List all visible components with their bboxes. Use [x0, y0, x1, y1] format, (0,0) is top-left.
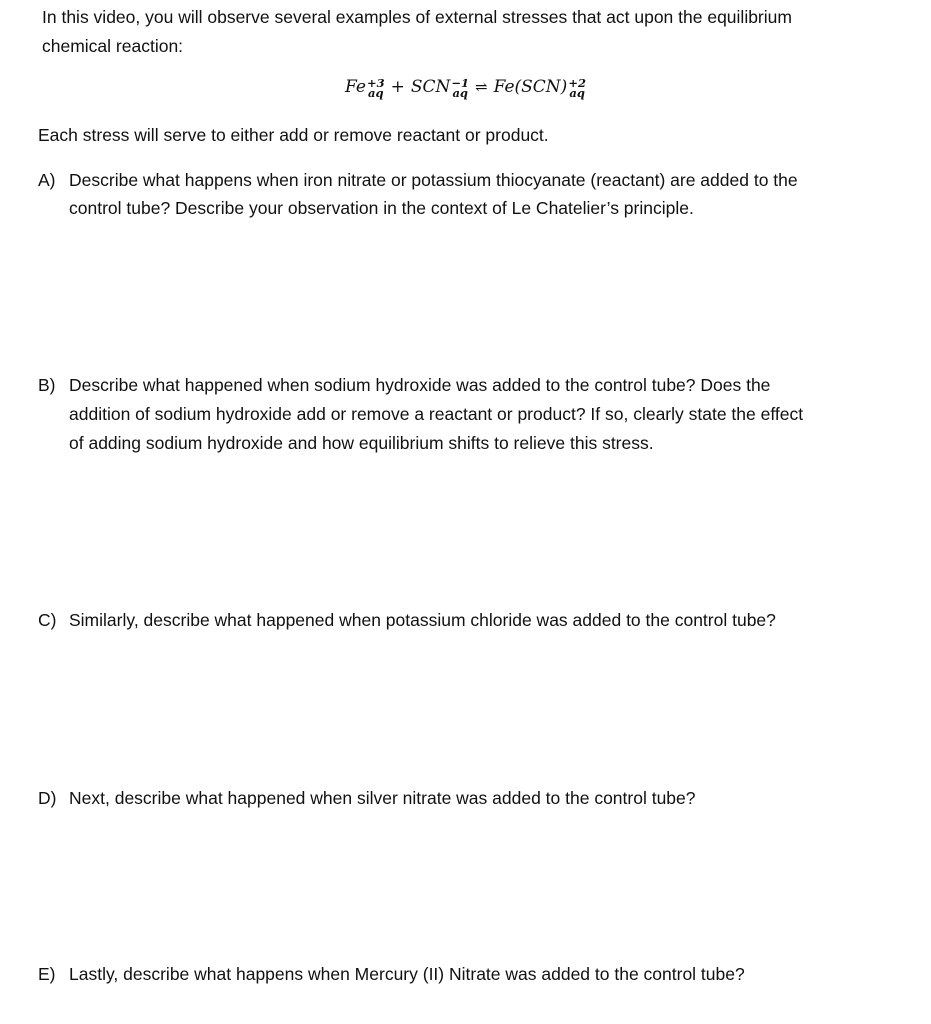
intro-line-2: chemical reaction:	[42, 36, 184, 56]
question-b-line-2: addition of sodium hydroxide add or remove a reactant or product? If so, clearly state the effect	[69, 404, 804, 424]
equilibrium-arrow-icon: ⇌	[475, 78, 488, 96]
question-a-label: A)	[38, 170, 56, 190]
question-b-label: B)	[38, 375, 56, 395]
question-b-line-3: of adding sodium hydroxide and how equilibrium shifts to relieve this stress.	[69, 433, 654, 453]
question-c-line-1: C) Similarly, describe what happened when potassium chloride was added to the control tube?	[38, 610, 776, 630]
plus-sign: +	[390, 77, 405, 97]
question-b-line-1: B) Describe what happened when sodium hydroxide was added to the control tube? Does the	[38, 375, 771, 395]
question-d-line-1: D) Next, describe what happened when silver nitrate was added to the control tube?	[38, 788, 696, 808]
question-c-label: C)	[38, 610, 57, 630]
question-d-label: D)	[38, 788, 57, 808]
question-e-line-1: E) Lastly, describe what happens when Mercury (II) Nitrate was added to the control tube?	[38, 964, 745, 984]
reactant-iron: Fe +3 aq	[345, 75, 385, 100]
reactant-thiocyanate: SCN −1 aq	[410, 75, 470, 100]
equilibrium-equation	[0, 74, 931, 100]
product-complex: Fe(SCN) +2 aq	[493, 75, 586, 100]
intro-line-1: In this video, you will observe several examples of external stresses that act upon the equilibrium	[42, 7, 792, 27]
stress-statement: Each stress will serve to either add or remove reactant or product.	[38, 125, 549, 145]
question-e-label: E)	[38, 964, 56, 984]
question-a-line-2: control tube? Describe your observation in the context of Le Chatelier’s principle.	[69, 198, 694, 218]
question-a-line-1: A) Describe what happens when iron nitrate or potassium thiocyanate (reactant) are added to the	[38, 170, 798, 190]
